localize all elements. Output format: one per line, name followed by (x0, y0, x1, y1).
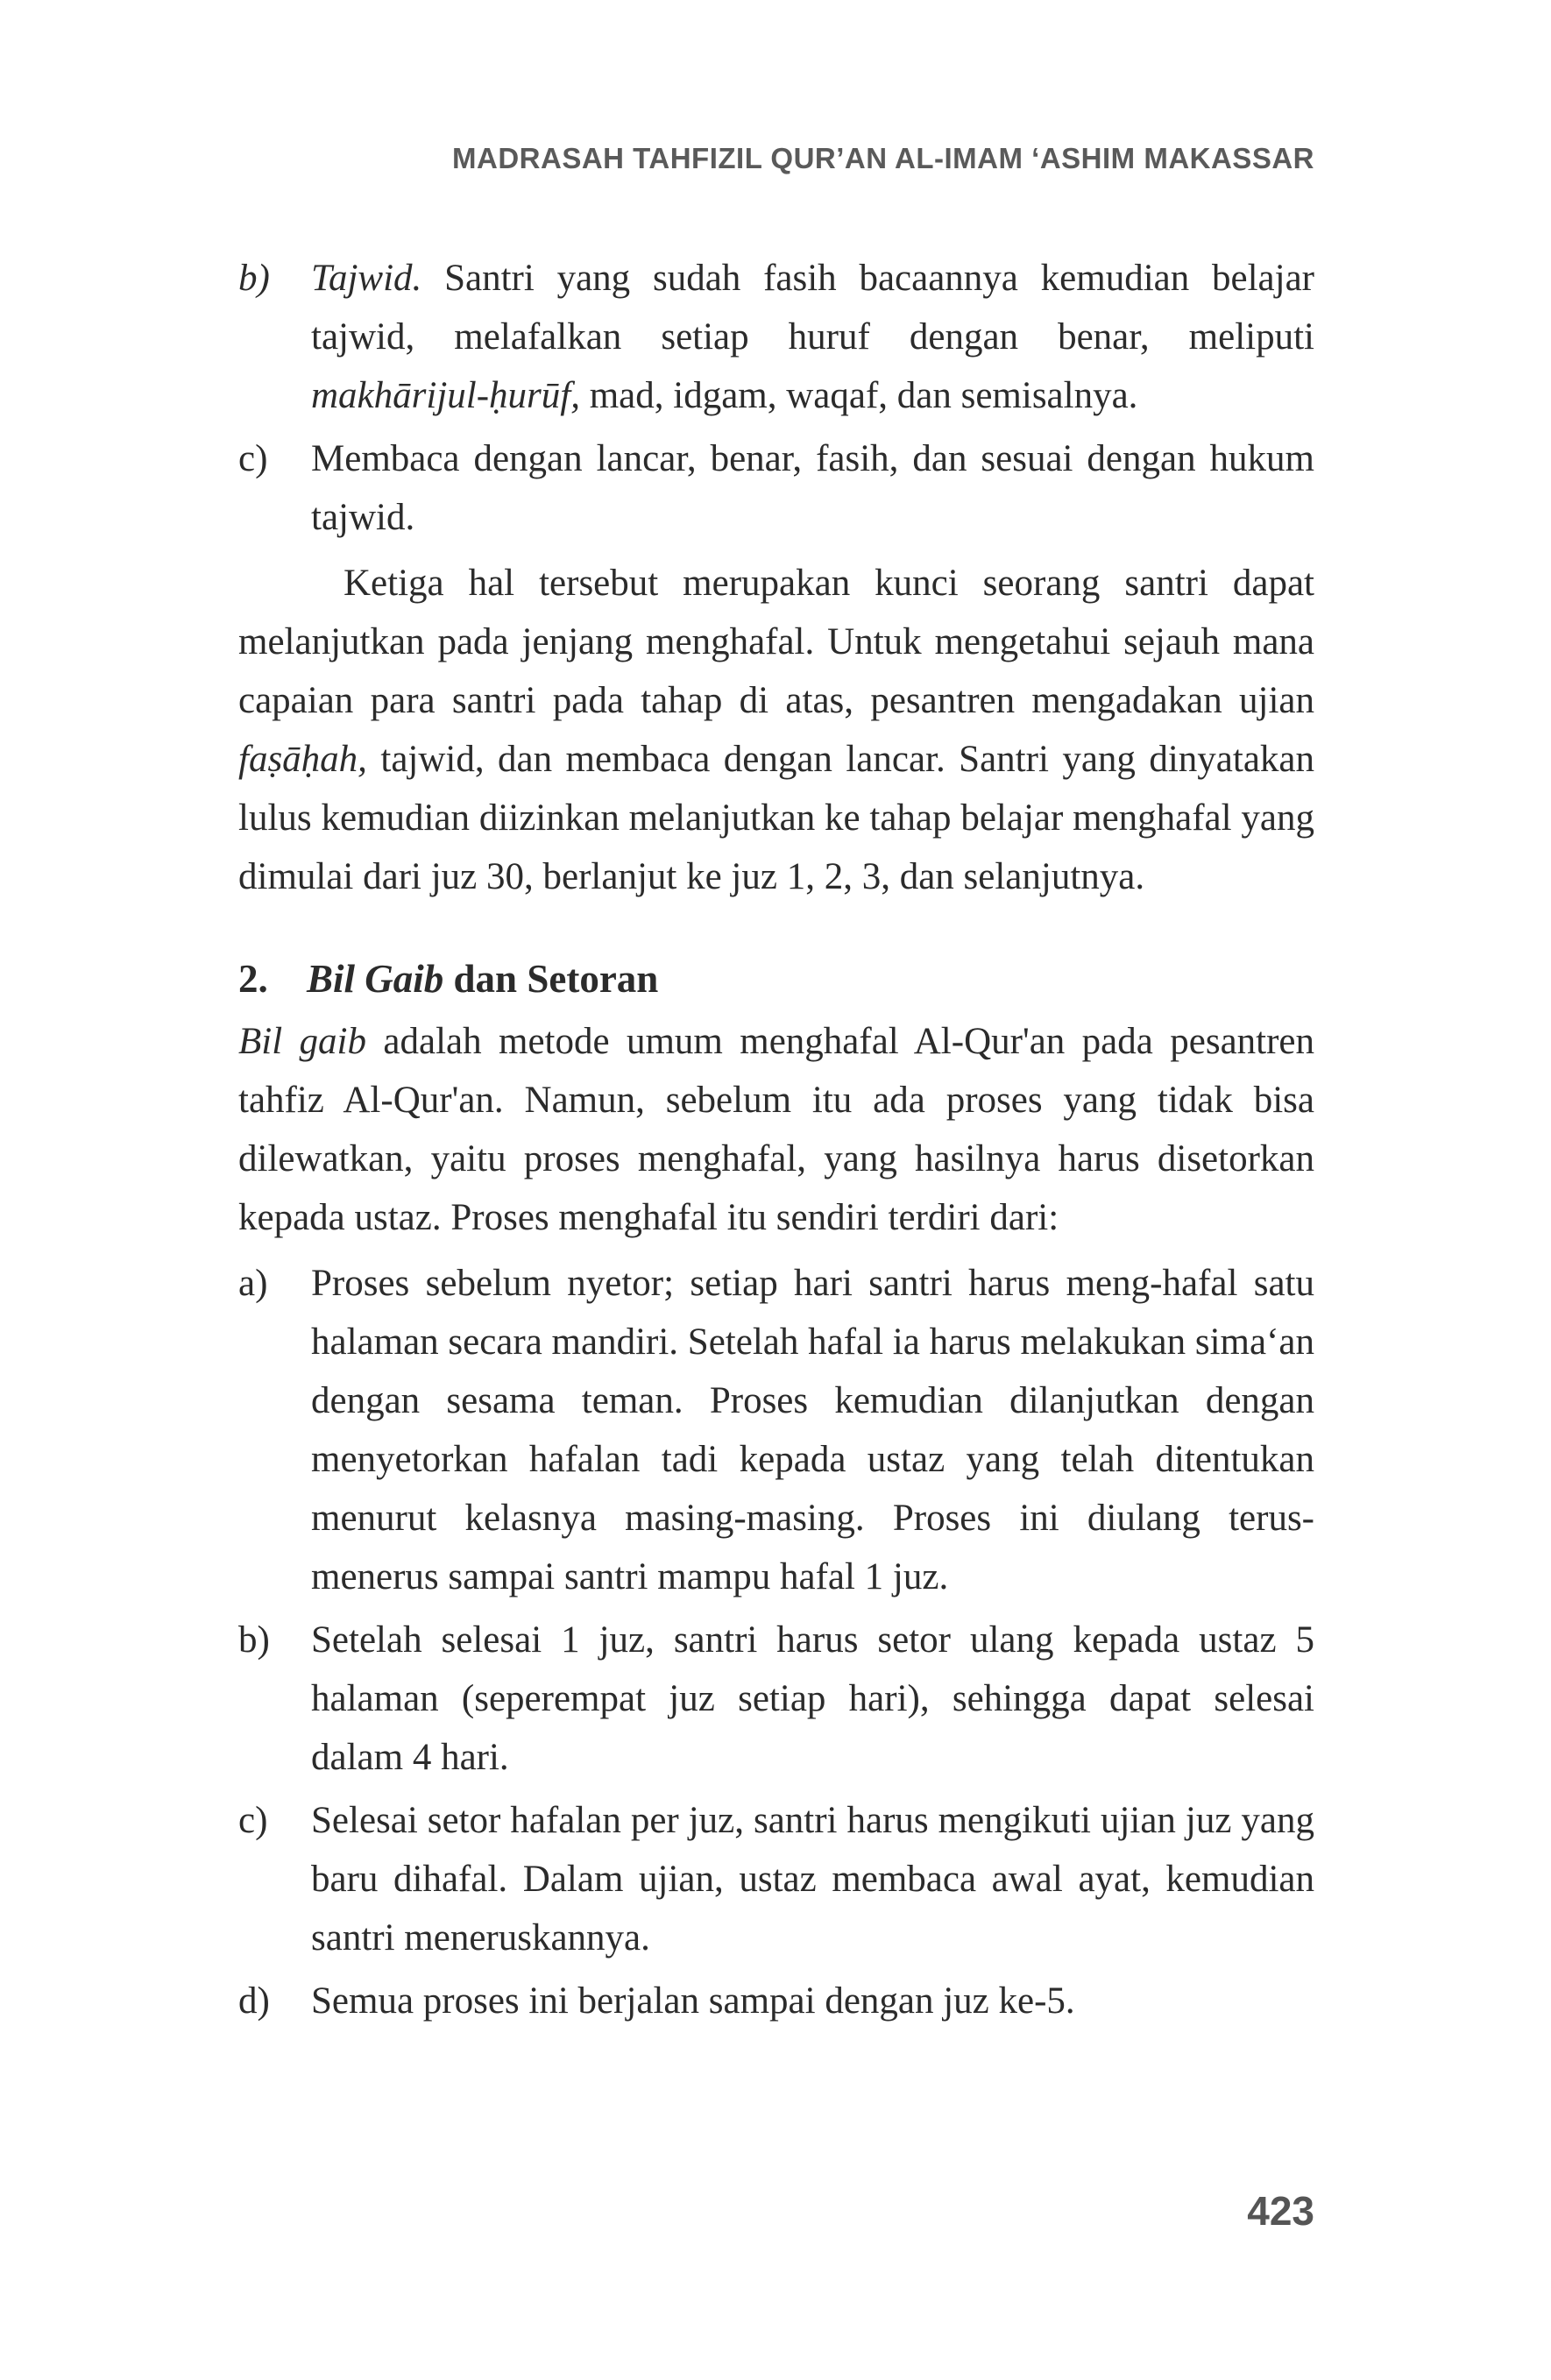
section-heading (238, 950, 1314, 1009)
list-text: Setelah selesai 1 juz, santri harus setor ulang kepada ustaz 5 halaman (seperempat juz setiap hari), sehingga dapat selesai dalam 4 hari. (311, 1619, 1314, 1778)
list-item-tajwid (238, 249, 1314, 425)
list-text: mad, idgam, waqaf, dan semisalnya. (579, 375, 1138, 416)
list-marker: c) (238, 438, 268, 479)
list-marker: c) (238, 1800, 268, 1841)
list-item (238, 1791, 1314, 1967)
list-text: Semua proses ini berjalan sampai dengan juz ke-5. (311, 1980, 1075, 2022)
list-item (238, 1972, 1314, 2030)
page-number: 423 (1247, 2188, 1314, 2234)
list-marker: b) (238, 258, 270, 299)
term-makharijul-huruf: makhārijul-ḥurūf, (311, 375, 580, 416)
list-text: Proses sebelum nyetor; setiap hari santri harus meng-hafal satu halaman secara mandiri. Setelah hafal ia harus melakukan sima‘an dengan sesama teman. Proses kemudian dilanjutkan dengan menyetorkan hafalan tadi kepada ustaz yang telah ditentukan menurut kelasnya masing-masing. Proses ini diulang terus-menerus sampai santri mampu hafal 1 juz. (311, 1263, 1314, 1597)
process-list (238, 1254, 1314, 2030)
term-fasahah: faṣāḥah, (238, 739, 367, 780)
list-item (238, 1254, 1314, 1606)
list-marker: b) (238, 1619, 270, 1661)
body-paragraph (238, 554, 1314, 906)
section-number: 2. (238, 957, 268, 1001)
section-title-italic: Bil Gaib (307, 957, 444, 1001)
list-item (238, 1611, 1314, 1787)
term-tajwid: Tajwid. (311, 258, 422, 299)
list-text: Santri yang sudah fasih bacaannya kemudian belajar tajwid, melafalkan setiap huruf dengan benar, meliputi (311, 258, 1314, 358)
body-paragraph (238, 1012, 1314, 1247)
paragraph-text: Ketiga hal tersebut merupakan kunci seorang santri dapat melanjutkan pada jenjang menghafal. Untuk mengetahui sejauh mana capaian para santri pada tahap di atas, pesantren mengadakan ujian (238, 563, 1314, 721)
list-marker: a) (238, 1263, 268, 1304)
page-body (238, 249, 1314, 2030)
term-bil-gaib: Bil gaib (238, 1021, 367, 1062)
list-item-membaca (238, 429, 1314, 547)
section-title-rest: dan Setoran (443, 957, 659, 1001)
paragraph-text: adalah metode umum menghafal Al-Qur'an pada pesantren tahfiz Al-Qur'an. Namun, sebelum itu ada proses yang tidak bisa dilewatkan, yaitu proses menghafal, yang hasilnya harus disetorkan kepada ustaz. Proses menghafal itu sendiri terdiri dari: (238, 1021, 1315, 1238)
list-text: Selesai setor hafalan per juz, santri harus mengikuti ujian juz yang baru dihafal. Dalam ujian, ustaz membaca awal ayat, kemudian santri meneruskannya. (311, 1800, 1314, 1959)
list-marker: d) (238, 1980, 270, 2022)
paragraph-text: tajwid, dan membaca dengan lancar. Santri yang dinyatakan lulus kemudian diizinkan melanjutkan ke tahap belajar menghafal yang dimulai dari juz 30, berlanjut ke juz 1, 2, 3, dan selanjutnya. (238, 739, 1314, 897)
running-header: MADRASAH TAHFIZIL QUR’AN AL-IMAM ‘ASHIM MAKASSAR (452, 142, 1314, 174)
list-text: Membaca dengan lancar, benar, fasih, dan sesuai dengan hukum tajwid. (311, 438, 1314, 538)
